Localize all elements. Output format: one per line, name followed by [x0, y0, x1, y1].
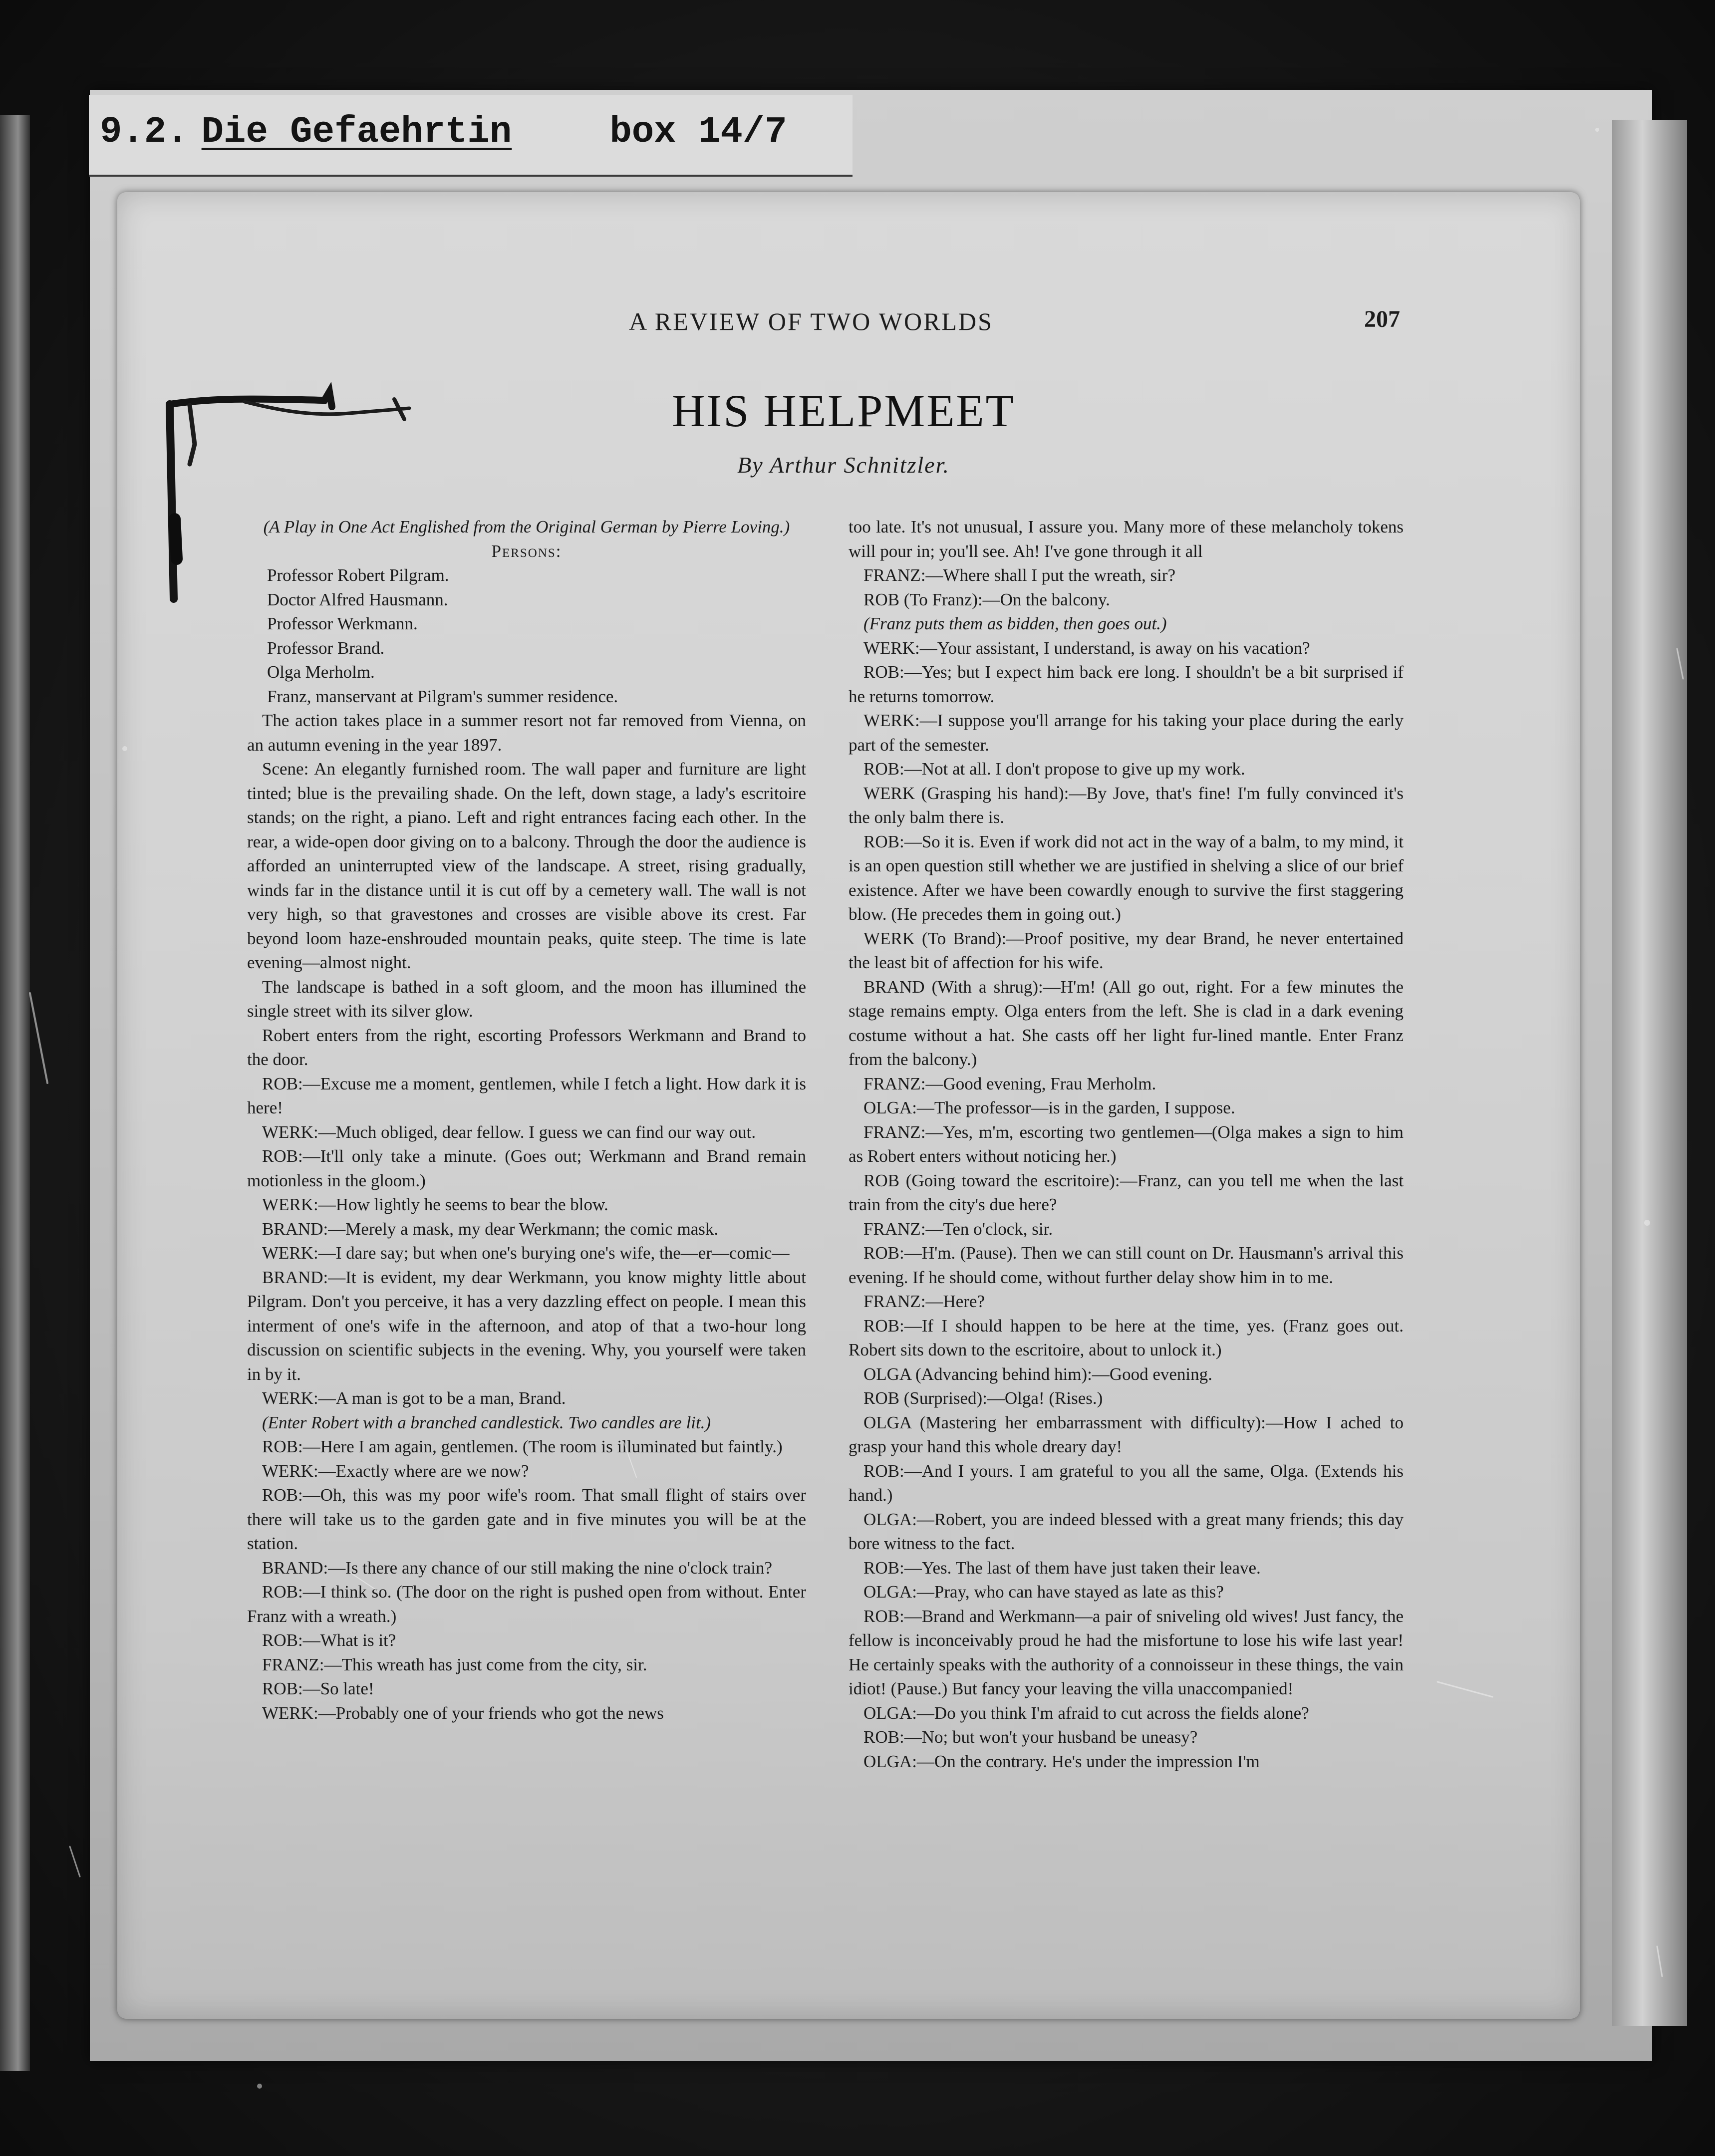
dialogue-line: ROB:—And I yours. I am grateful to you all the same, Olga. (Extends his hand.) [849, 1461, 1404, 1505]
dialogue-line: WERK:—I suppose you'll arrange for his taking your place during the early part of the semester. [849, 711, 1404, 755]
dialogue-line: FRANZ:—Here? [863, 1292, 985, 1311]
dialogue-line: BRAND:—It is evident, my dear Werkmann, you know mighty little about Pilgram. Don't you perceive, it has a very dazzling effect on people. I mean this interment of one's wife in the afternoon, and atop of that a two-hour long discussion on scientific subjects in the evening. Why, you yourself were taken in by it. [247, 1267, 806, 1384]
dialogue-line: WERK:—I dare say; but when one's burying one's wife, the—er—comic— [262, 1243, 790, 1263]
dialogue-line: ROB (Going toward the escritoire):—Franz, can you tell me when the last train from the city's due here? [849, 1170, 1404, 1214]
archive-box-label [100, 107, 800, 157]
dialogue-line: WERK:—Your assistant, I understand, is away on his vacation? [863, 638, 1310, 658]
scene-paragraph: Scene: An elegantly furnished room. The wall paper and furniture are light tinted; blue is the prevailing shade. On the left, down stage, a lady's escritoire stands; on the right, a piano. Left and right entrances facing each other. In the rear, a wide-open door giving on to a balcony. Through the door the audience is afforded an uninterrupted view of the landscape. A street, rising gradually, winds far in the distance until it is cut off by a cemetery wall. The wall is not very high, so that gravestones and crosses are visible above its crest. Far beyond loom haze-enshrouded mountain peaks, quite steep. The time is late evening—almost night. [247, 759, 806, 972]
dialogue-line: WERK:—Exactly where are we now? [262, 1461, 529, 1481]
dialogue-line: BRAND (With a shrug):—H'm! (All go out, right. For a few minutes the stage remains empty. Olga enters from the left. She is clad in a dark evening costume without a hat. She casts off her light fur-lined mantle. Enter Franz from the balcony.) [849, 977, 1404, 1069]
dialogue-line: WERK:—Much obliged, dear fellow. I guess we can find our way out. [262, 1122, 756, 1142]
dialogue-line: ROB:—Yes. The last of them have just taken their leave. [863, 1558, 1261, 1578]
dialogue-line: ROB:—It'll only take a minute. (Goes out; Werkmann and Brand remain motionless in the gloom.) [247, 1146, 806, 1190]
dialogue-line: BRAND:—Is there any chance of our still making the nine o'clock train? [262, 1558, 772, 1578]
box-label-number: 9.2. [100, 111, 189, 153]
stage-direction: (Enter Robert with a branched candlestick. Two candles are lit.) [262, 1412, 711, 1432]
folder-sheet-right-edge [1612, 120, 1687, 2026]
dialogue-line: WERK:—How lightly he seems to bear the blow. [262, 1195, 608, 1214]
setting-paragraph: The action takes place in a summer resort not far removed from Vienna, on an autumn evening in the year 1897. [247, 711, 806, 755]
dialogue-line: ROB:—Oh, this was my poor wife's room. That small flight of stairs over there will take us to the garden gate and in five minutes you will be at the station. [247, 1485, 806, 1553]
dialogue-line: ROB:—Not at all. I don't propose to give up my work. [863, 759, 1245, 779]
stage-direction: (Franz puts them as bidden, then goes out.) [863, 614, 1167, 633]
dialogue-continuation: too late. It's not unusual, I assure you. Many more of these melancholy tokens will pour in; you'll see. Ah! I've gone through it all [849, 517, 1404, 561]
cast-entry: Professor Robert Pilgram. [267, 565, 449, 585]
dialogue-line: OLGA:—Do you think I'm afraid to cut across the fields alone? [863, 1703, 1309, 1723]
dialogue-line: ROB:—Brand and Werkmann—a pair of sniveling old wives! Just fancy, the fellow is inconceivably proud he had the misfortune to lose his wife last year! He certainly speaks with the authority of a connoisseur in these things, the vain idiot! (Pause.) But fancy your leaving the villa unaccompanied! [849, 1606, 1404, 1698]
dialogue-line: ROB:—So it is. Even if work did not act in the way of a balm, to my mind, it is an open question still whether we are justified in shelving a slice of our brief existence. After we have been cowardly enough to survive the first staggering blow. (He precedes them in going out.) [849, 831, 1404, 924]
dialogue-line: OLGA:—On the contrary. He's under the impression I'm [863, 1751, 1260, 1771]
dialogue-line: OLGA (Mastering her embarrassment with difficulty):—How I ached to grasp your hand this whole dreary day! [849, 1412, 1404, 1456]
dialogue-line: WERK (Grasping his hand):—By Jove, that's fine! I'm fully convinced it's the only balm there is. [849, 783, 1404, 827]
cast-entry: Franz, manservant at Pilgram's summer residence. [267, 686, 618, 706]
stage-direction: Robert enters from the right, escorting Professors Werkmann and Brand to the door. [247, 1025, 806, 1069]
dialogue-line: ROB (To Franz):—On the balcony. [863, 589, 1110, 609]
dialogue-line: ROB:—Here I am again, gentlemen. (The room is illuminated but faintly.) [262, 1437, 783, 1456]
dialogue-line: OLGA:—The professor—is in the garden, I suppose. [863, 1098, 1235, 1117]
cast-entry: Professor Werkmann. [267, 614, 418, 633]
subtitle-note: (A Play in One Act Englished from the Original German by Pierre Loving.) [263, 517, 790, 537]
cast-entry: Professor Brand. [267, 638, 385, 658]
play-title: HIS HELPMEET [672, 385, 1015, 436]
persons-heading: Persons: [491, 541, 562, 561]
dialogue-line: BRAND:—Merely a mask, my dear Werkmann; the comic mask. [262, 1219, 719, 1239]
dialogue-line: ROB:—No; but won't your husband be uneasy? [863, 1727, 1198, 1747]
dialogue-line: WERK (To Brand):—Proof positive, my dear Brand, he never entertained the least bit of affection for his wife. [849, 928, 1404, 972]
dialogue-line: ROB:—I think so. (The door on the right is pushed open from without. Enter Franz with a wreath.) [247, 1582, 806, 1626]
text-column-right [849, 515, 1404, 1774]
dialogue-line: WERK:—A man is got to be a man, Brand. [262, 1388, 566, 1408]
dialogue-line: WERK:—Probably one of your friends who got the news [262, 1703, 664, 1723]
dialogue-line: ROB:—If I should happen to be here at the time, yes. (Franz goes out. Robert sits down to the escritoire, about to unlock it.) [849, 1316, 1404, 1359]
dialogue-line: FRANZ:—Yes, m'm, escorting two gentlemen—(Olga makes a sign to him as Robert enters without noticing her.) [849, 1122, 1404, 1166]
dialogue-line: FRANZ:—Ten o'clock, sir. [863, 1219, 1053, 1239]
dialogue-line: FRANZ:—Good evening, Frau Merholm. [863, 1074, 1156, 1093]
dialogue-line: ROB (Surprised):—Olga! (Rises.) [863, 1388, 1103, 1408]
dialogue-line: OLGA (Advancing behind him):—Good evening. [863, 1364, 1212, 1384]
dialogue-line: FRANZ:—Where shall I put the wreath, sir? [863, 565, 1175, 585]
dialogue-line: ROB:—Yes; but I expect him back ere long. I shouldn't be a bit surprised if he returns tomorrow. [849, 662, 1404, 706]
dialogue-line: ROB:—Excuse me a moment, gentlemen, while I fetch a light. How dark it is here! [247, 1074, 806, 1117]
cast-entry: Doctor Alfred Hausmann. [267, 589, 448, 609]
adjacent-sheet-edge [0, 115, 30, 2071]
scene-paragraph: The landscape is bathed in a soft gloom, and the moon has illumined the single street with its silver glow. [247, 977, 806, 1021]
dialogue-line: OLGA:—Pray, who can have stayed as late as this? [863, 1582, 1224, 1602]
dialogue-line: ROB:—What is it? [262, 1630, 396, 1650]
text-column-left [247, 515, 806, 1725]
author-byline: By Arthur Schnitzler. [737, 452, 950, 478]
dialogue-line: ROB:—H'm. (Pause). Then we can still count on Dr. Hausmann's arrival this evening. If he should come, without further delay show him in to me. [849, 1243, 1404, 1287]
page-number: 207 [1364, 306, 1400, 332]
cast-entry: Olga Merholm. [267, 662, 375, 682]
dialogue-line: FRANZ:—This wreath has just come from the city, sir. [262, 1654, 647, 1674]
box-label-box: box 14/7 [609, 111, 787, 153]
dialogue-line: OLGA:—Robert, you are indeed blessed with a great many friends; this day bore witness to the fact. [849, 1509, 1404, 1553]
box-label-title: Die Gefaehrtin [201, 111, 512, 153]
running-head: A REVIEW OF TWO WORLDS [629, 307, 993, 335]
dialogue-line: ROB:—So late! [262, 1679, 374, 1698]
